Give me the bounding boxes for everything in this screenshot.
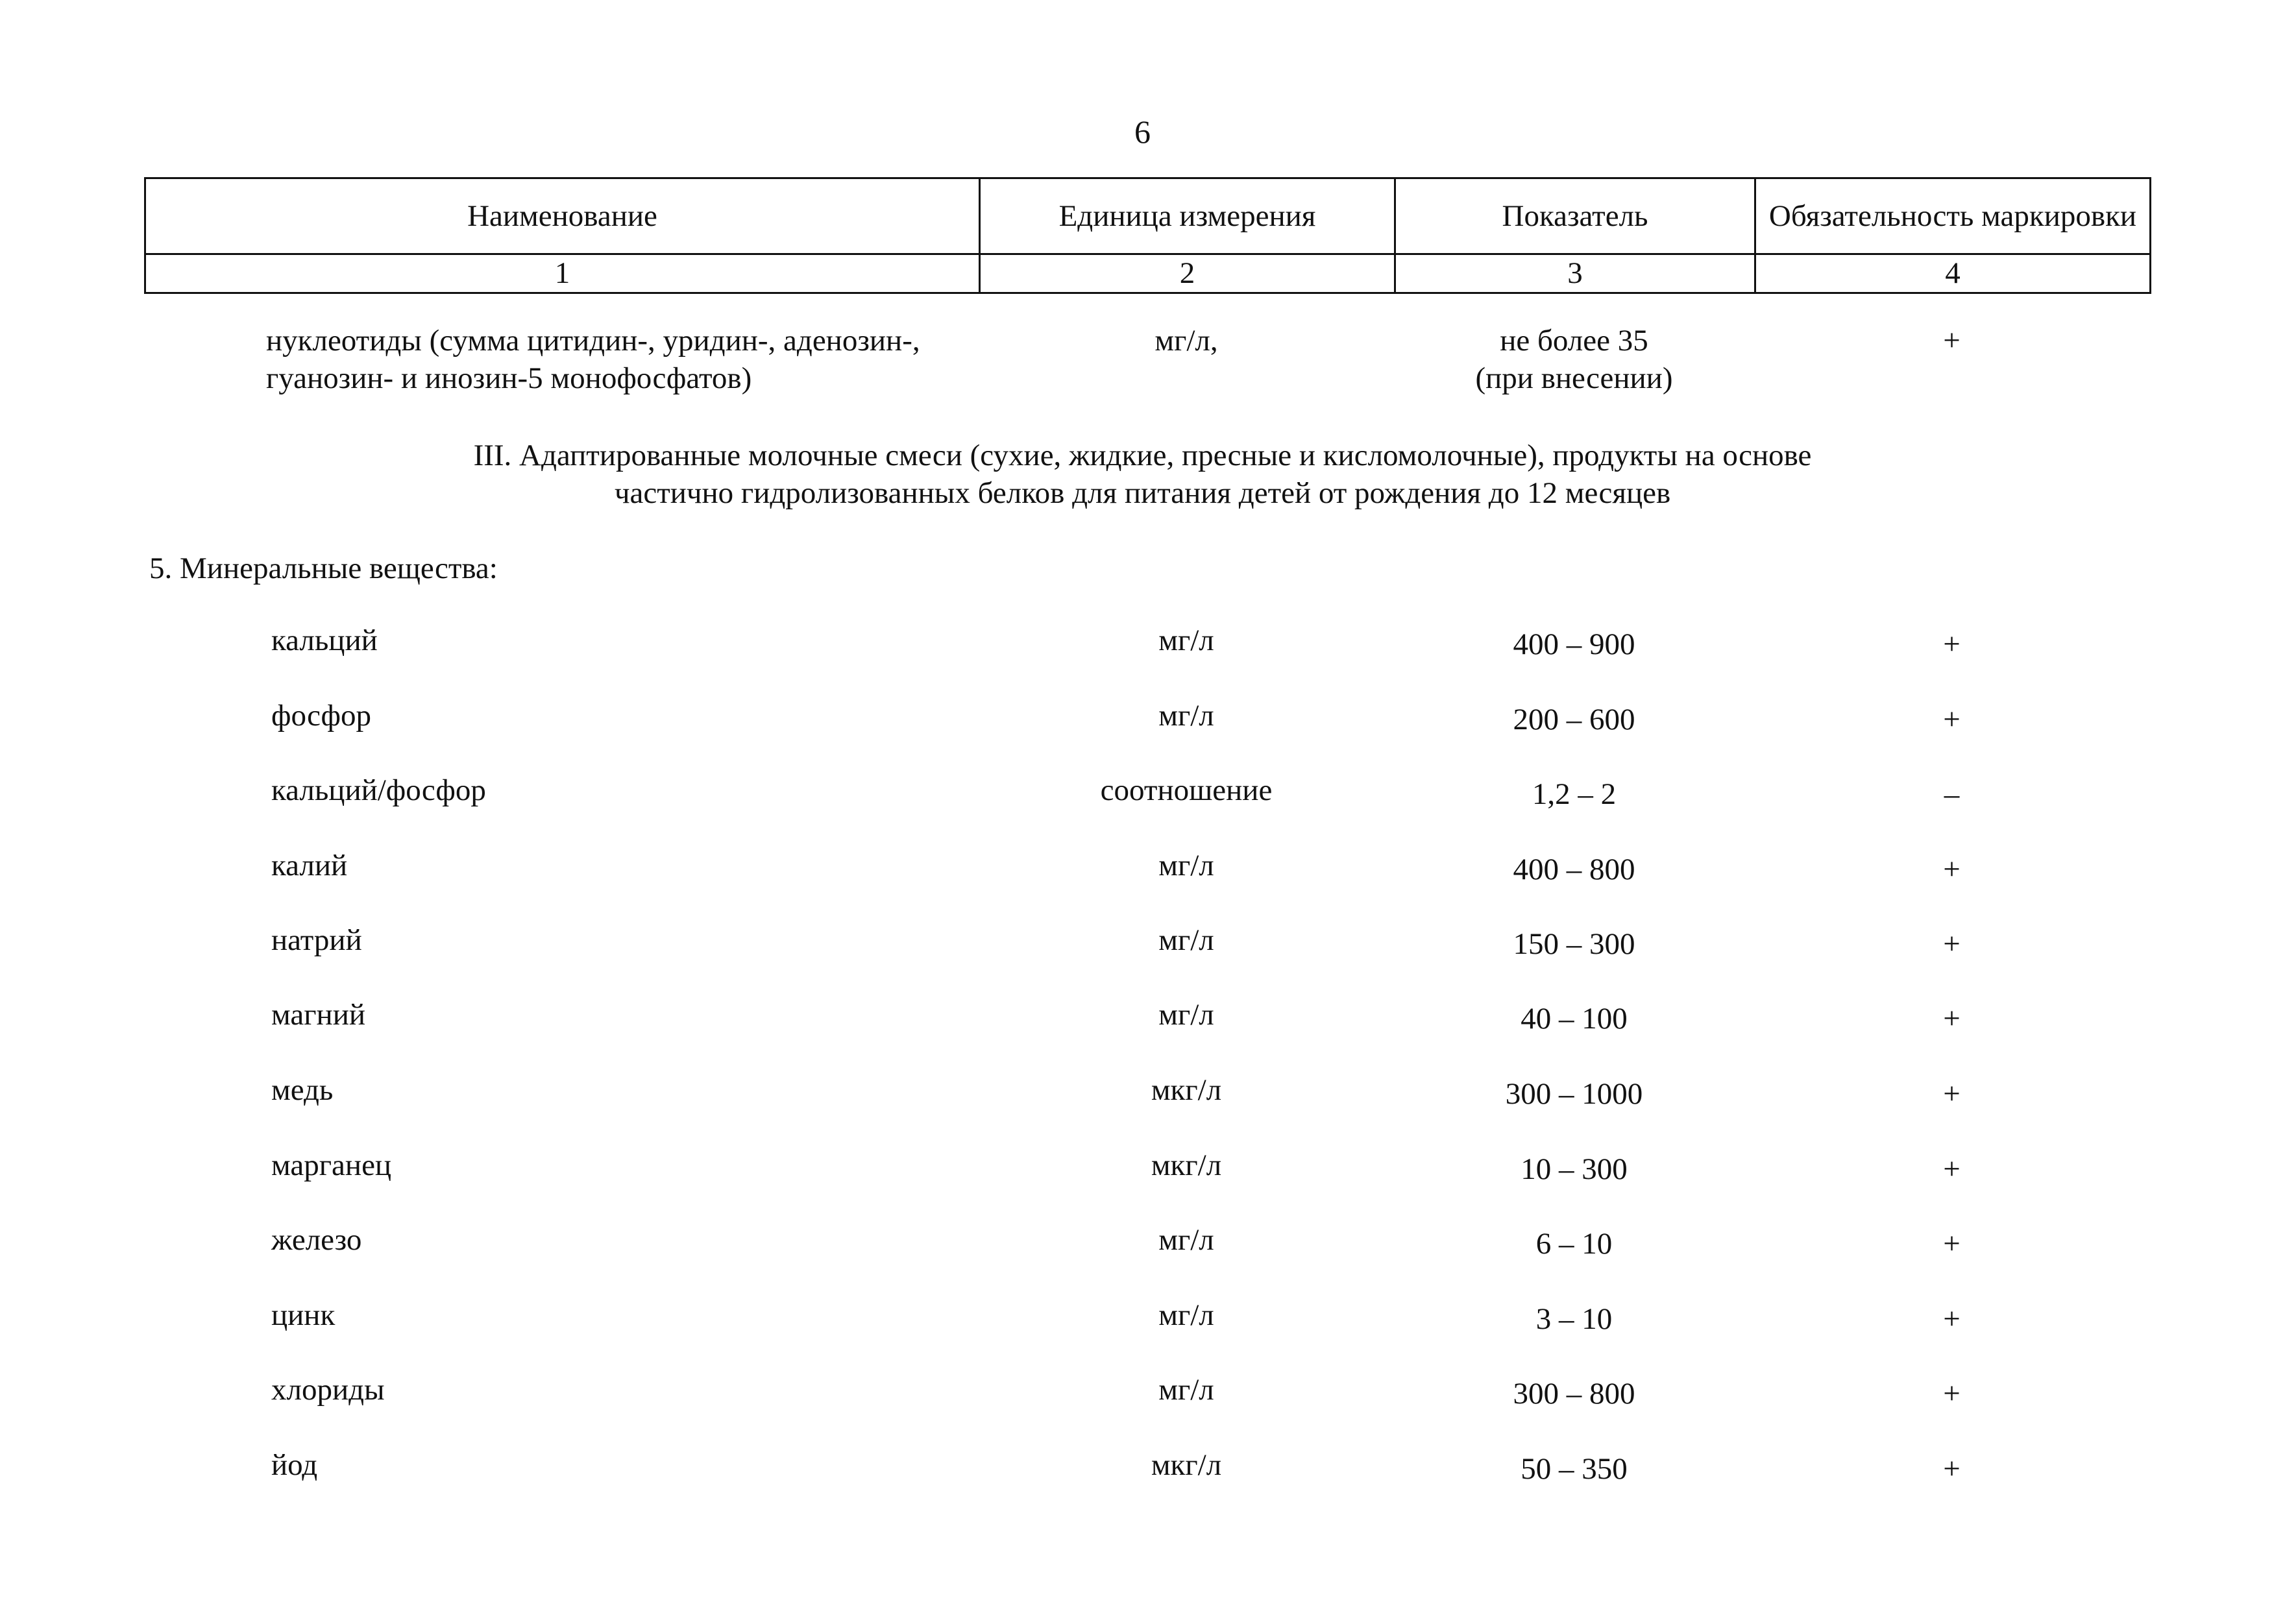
- mineral-value: 6 – 10: [1535, 1227, 1613, 1261]
- nucleotides-value-line2: (при внесении): [1475, 361, 1673, 395]
- mineral-name: медь: [271, 1073, 334, 1107]
- nucleotides-unit: мг/л,: [1155, 324, 1218, 358]
- column-number-row: [145, 254, 2151, 293]
- mineral-name: магний: [271, 998, 366, 1032]
- mineral-unit: мг/л: [1158, 849, 1214, 882]
- mineral-value: 1,2 – 2: [1532, 777, 1617, 811]
- mineral-value: 10 – 300: [1521, 1152, 1628, 1186]
- mineral-name: марганец: [271, 1148, 392, 1182]
- mineral-unit: мг/л: [1158, 923, 1214, 957]
- mineral-value: 40 – 100: [1521, 1002, 1628, 1036]
- list-item: [0, 697, 2285, 734]
- mineral-unit: мг/л: [1158, 1223, 1214, 1257]
- mineral-unit: мкг/л: [1151, 1148, 1222, 1182]
- section-title-line1: III. Адаптированные молочные смеси (сухие, жидкие, пресные и кисломолочные), продукты на основе: [473, 439, 1812, 472]
- column-header-labeling: Обязательность маркировки: [1755, 178, 2151, 254]
- mineral-unit: мг/л: [1158, 699, 1214, 733]
- list-item: [0, 1296, 2285, 1334]
- mineral-mark: +: [1943, 1152, 1961, 1186]
- list-item: [0, 1221, 2285, 1259]
- mineral-value: 400 – 900: [1513, 627, 1635, 661]
- mineral-value: 400 – 800: [1513, 853, 1635, 886]
- nucleotides-name-line1: нуклеотиды (сумма цитидин-, уридин-, аденозин-,: [266, 324, 920, 358]
- mineral-name: йод: [271, 1448, 318, 1482]
- mineral-name: кальций/фосфор: [271, 773, 486, 807]
- mineral-unit: мг/л: [1158, 1373, 1214, 1407]
- mineral-name: калий: [271, 849, 348, 882]
- column-number-4: 4: [1755, 254, 2151, 293]
- list-item: [0, 1371, 2285, 1409]
- mineral-mark: +: [1943, 1227, 1961, 1261]
- mineral-unit: мкг/л: [1151, 1073, 1222, 1107]
- list-item: [0, 771, 2285, 809]
- mineral-mark: –: [1944, 777, 1960, 811]
- list-item: [0, 847, 2285, 884]
- list-item: [0, 921, 2285, 959]
- list-item: [0, 1446, 2285, 1484]
- mineral-name: натрий: [271, 923, 362, 957]
- list-item: [0, 996, 2285, 1034]
- list-item: [0, 1146, 2285, 1184]
- mineral-mark: +: [1943, 627, 1961, 661]
- mineral-name: фосфор: [271, 699, 372, 733]
- mineral-unit: мг/л: [1158, 1298, 1214, 1332]
- mineral-unit: соотношение: [1100, 773, 1273, 807]
- column-number-1: 1: [145, 254, 980, 293]
- mineral-unit: мкг/л: [1151, 1448, 1222, 1482]
- mineral-value: 200 – 600: [1513, 703, 1635, 736]
- mineral-mark: +: [1943, 853, 1961, 886]
- nucleotides-mark: +: [1943, 324, 1961, 358]
- mineral-value: 3 – 10: [1535, 1302, 1613, 1336]
- mineral-mark: +: [1943, 927, 1961, 961]
- list-item: [0, 622, 2285, 659]
- nucleotides-name-line2: гуанозин- и инозин-5 монофосфатов): [266, 361, 752, 395]
- mineral-value: 150 – 300: [1513, 927, 1635, 961]
- table-header: [144, 177, 2151, 294]
- mineral-mark: +: [1943, 1452, 1961, 1486]
- section-title-line2: частично гидролизованных белков для питания детей от рождения до 12 месяцев: [614, 476, 1671, 510]
- subsection-title: 5. Минеральные вещества:: [149, 551, 498, 585]
- nucleotides-value-line1: не более 35: [1500, 324, 1648, 358]
- mineral-name: цинк: [271, 1298, 336, 1332]
- header-row: [145, 178, 2151, 254]
- column-number-3: 3: [1395, 254, 1755, 293]
- mineral-unit: мг/л: [1158, 624, 1214, 657]
- mineral-mark: +: [1943, 1377, 1961, 1411]
- mineral-value: 300 – 1000: [1505, 1077, 1643, 1111]
- mineral-name: кальций: [271, 624, 378, 657]
- column-number-2: 2: [980, 254, 1395, 293]
- mineral-mark: +: [1943, 1302, 1961, 1336]
- mineral-mark: +: [1943, 1002, 1961, 1036]
- list-item: [0, 1071, 2285, 1109]
- mineral-name: железо: [271, 1223, 362, 1257]
- mineral-mark: +: [1943, 1077, 1961, 1111]
- mineral-mark: +: [1943, 703, 1961, 736]
- column-header-name: Наименование: [145, 178, 980, 254]
- page-number: 6: [1134, 114, 1151, 150]
- mineral-value: 300 – 800: [1513, 1377, 1635, 1411]
- column-header-value: Показатель: [1395, 178, 1755, 254]
- mineral-value: 50 – 350: [1521, 1452, 1628, 1486]
- mineral-name: хлориды: [271, 1373, 385, 1407]
- mineral-unit: мг/л: [1158, 998, 1214, 1032]
- column-header-unit: Единица измерения: [980, 178, 1395, 254]
